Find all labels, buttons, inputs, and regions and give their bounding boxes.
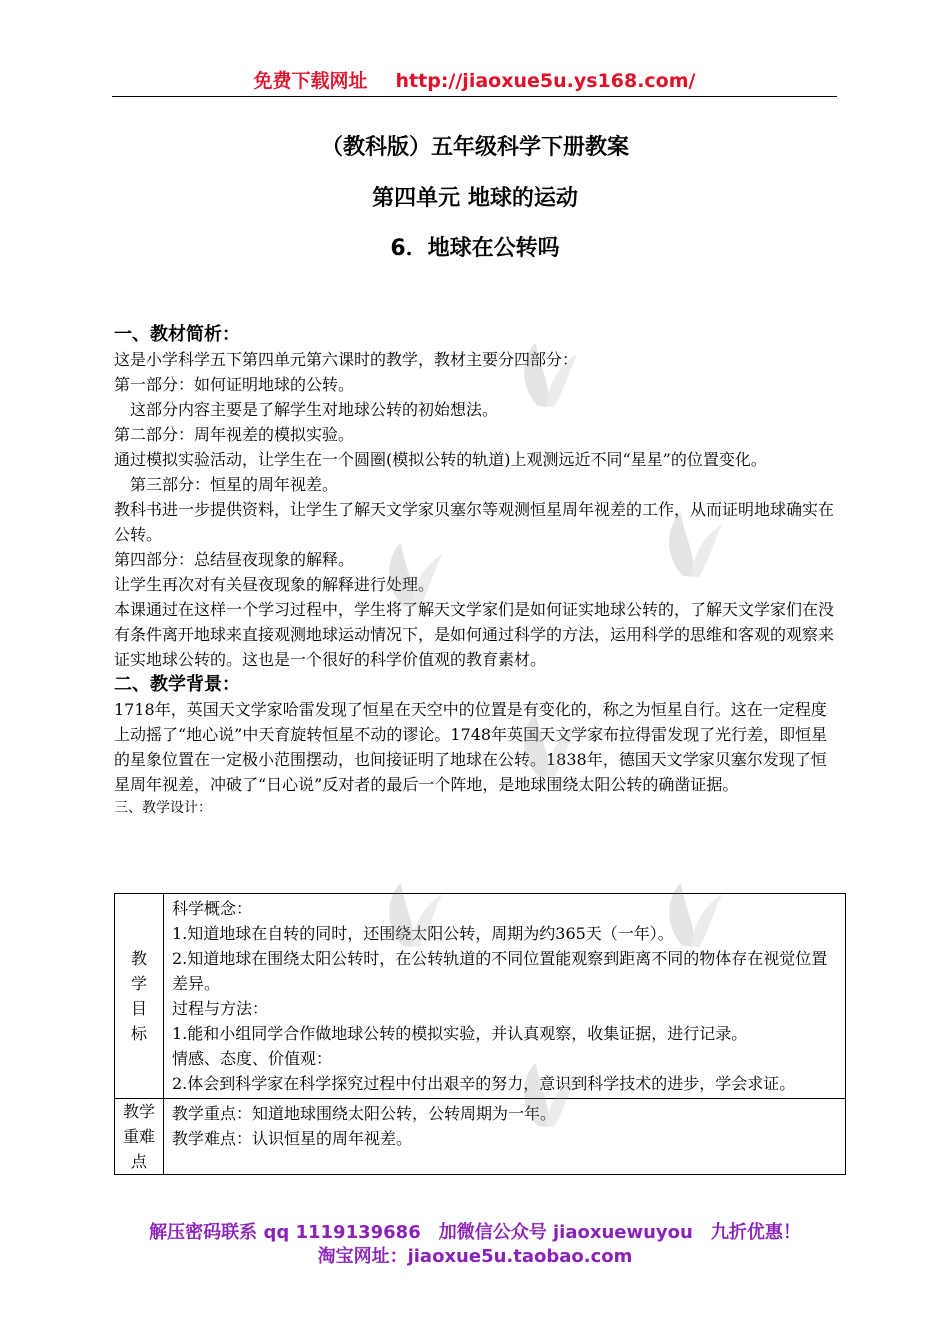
paragraph: 这部分内容主要是了解学生对地球公转的初始想法。 (114, 400, 499, 419)
header-label: 免费下载网址 (253, 70, 368, 92)
row-content-keypoints: 教学重点：知道地球围绕太阳公转，公转周期为一年。 教学难点：认识恒星的周年视差。 (164, 1099, 846, 1175)
teaching-design-table (114, 893, 846, 1175)
table-row (115, 894, 846, 1099)
unit-title: 第四单元 地球的运动 (372, 186, 578, 211)
paragraph: 通过模拟实验活动，让学生在一个圆圈(模拟公转的轨道)上观测远近不同“星星”的位置变化。 (114, 450, 767, 469)
table-row (115, 1099, 846, 1175)
page-header (112, 66, 837, 97)
header-url-link[interactable]: http://jiaoxue5u.ys168.com/ (395, 70, 696, 92)
document-title: （教科版）五年级科学下册教案 (320, 135, 629, 160)
paragraph: 第二部分：周年视差的模拟实验。 (114, 425, 355, 444)
paragraph: 第四部分：总结昼夜现象的解释。 (114, 550, 355, 569)
footer-shop-link[interactable]: 淘宝网址：jiaoxue5u.taobao.com (317, 1246, 633, 1267)
paragraph: 1718年，英国天文学家哈雷发现了恒星在天空中的位置是有变化的，称之为恒星自行。这在一定程度上动摇了“地心说”中天育旋转恒星不动的谬论。1748年英国天文学家布拉得雷发现了光行差，即恒星的星象位置在一定极小范围摆动，也间接证明了地球在公转。1838年，德国天文学家贝塞尔发现了恒星周年视差，冲破了“日心说”反对者的最后一个阵地，是地球围绕太阳公转的确凿证据。 (114, 700, 828, 794)
row-content-objectives: 科学概念： 1.知道地球在自转的同时，还围绕太阳公转，周期为约365天（一年）。 2.知道地球在围绕太阳公转时，在公转轨道的不同位置能观察到距离不同的物体存在视觉位置差异。 过程与方法： 1.能和小组同学合作做地球公转的模拟实验，并认真观察，收集证据，进行记录。 情感、态度、价值观： 2.体会到科学家在科学探究过程中付出艰辛的努力，意识到科学技术的进步，学会求证。 (164, 894, 846, 1099)
row-label-objectives: 教 学 目 标 (115, 894, 164, 1099)
section-heading-analysis: 一、教材简析： (114, 324, 240, 345)
paragraph: 第三部分：恒星的周年视差。 (114, 475, 339, 494)
paragraph: 本课通过在这样一个学习过程中，学生将了解天文学家们是如何证实地球公转的，了解天文学家们在没有条件离开地球来直接观测地球运动情况下，是如何通过科学的方法，运用科学的思维和客观的观察来证实地球公转的。这也是一个很好的科学价值观的教育素材。 (114, 600, 835, 669)
row-label-keypoints: 教学 重难 点 (115, 1099, 164, 1175)
section-heading-design: 三、教学设计： (114, 800, 212, 816)
paragraph: 第一部分：如何证明地球的公转。 (114, 375, 355, 394)
document-body (114, 322, 842, 819)
lesson-title: 6．地球在公转吗 (390, 236, 560, 261)
paragraph: 这是小学科学五下第四单元第六课时的教学，教材主要分四部分： (114, 350, 579, 369)
paragraph: 让学生再次对有关昼夜现象的解释进行处理。 (114, 575, 435, 594)
paragraph: 教科书进一步提供资料，让学生了解天文学家贝塞尔等观测恒星周年视差的工作，从而证明地球确实在公转。 (114, 500, 835, 544)
footer-contact: 解压密码联系 qq 1119139686 加微信公众号 jiaoxuewuyou 九折优惠！ (149, 1222, 801, 1243)
section-heading-background: 二、教学背景： (114, 674, 240, 695)
